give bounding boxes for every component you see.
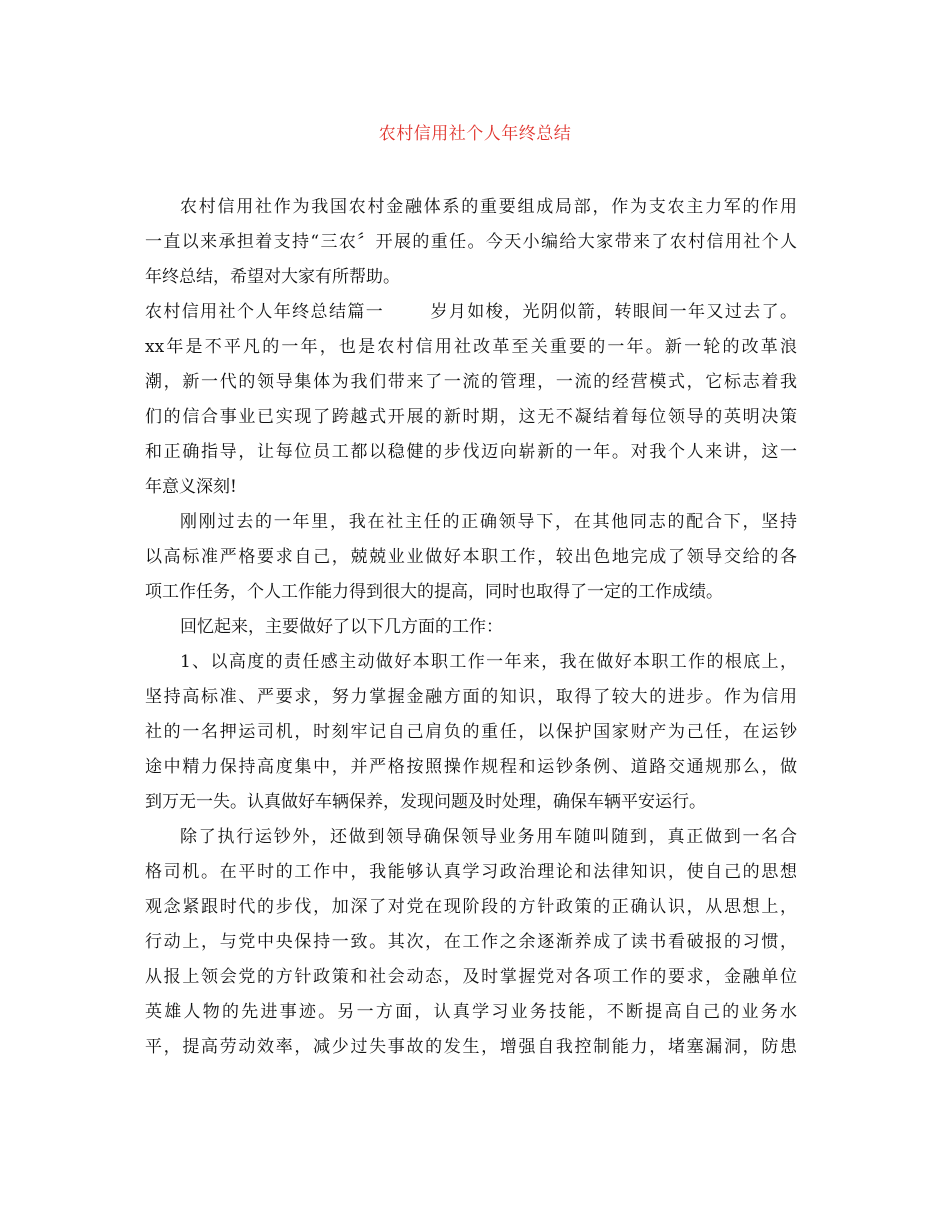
paragraph-line: xx年是不平凡的一年，也是农村信用社改革至关重要的一年。新一轮的改革浪 [145, 337, 797, 357]
section-heading-line [145, 295, 797, 330]
paragraph-line: 农村信用社作为我国农村金融体系的重要组成局部，作为支农主力军的作用 [180, 197, 797, 217]
paragraph-line: 们的信合事业已实现了跨越式开展的新时期，这无不凝结着每位领导的英明决策 [145, 407, 797, 427]
paragraph-line: 途中精力保持高度集中，并严格按照操作规程和运钞条例、道路交通规那么，做 [145, 757, 797, 777]
paragraph-line: 年终总结，希望对大家有所帮助。 [145, 267, 400, 287]
paragraph-line: 平，提高劳动效率，减少过失事故的发生，增强自我控制能力，堵塞漏洞，防患 [145, 1037, 797, 1057]
paragraph-text: 岁月如梭，光阴似箭，转眼间一年又过去了。 [429, 302, 798, 322]
paragraph-line: 格司机。在平时的工作中，我能够认真学习政治理论和法律知识，使自己的思想 [145, 862, 797, 882]
paragraph-line: 英雄人物的先进事迹。另一方面，认真学习业务技能，不断提高自己的业务水 [145, 1002, 797, 1022]
paragraph-line: 到万无一失。认真做好车辆保养，发现问题及时处理，确保车辆平安运行。 [145, 792, 706, 812]
paragraph-line: 回忆起来，主要做好了以下几方面的工作： [180, 617, 503, 637]
paragraph-line: 年意义深刻! [145, 477, 237, 497]
paragraph-line: 观念紧跟时代的步伐，加深了对党在现阶段的方针政策的正确认识，从思想上， [145, 897, 797, 917]
paragraph-line: 以高标准严格要求自己，兢兢业业做好本职工作，较出色地完成了领导交给的各 [145, 547, 797, 567]
paragraph-line: 除了执行运钞外，还做到领导确保领导业务用车随叫随到，真正做到一名合 [180, 827, 797, 847]
paragraph-line: 一直以来承担着支持“三农〞开展的重任。今天小编给大家带来了农村信用社个人 [145, 232, 797, 252]
paragraph-line: 1、以高度的责任感主动做好本职工作一年来，我在做好本职工作的根底上， [180, 652, 797, 672]
paragraph-line: 行动上，与党中央保持一致。其次，在工作之余逐渐养成了读书看破报的习惯， [145, 932, 797, 952]
paragraph-line: 潮，新一代的领导集体为我们带来了一流的管理，一流的经营模式，它标志着我 [145, 372, 797, 392]
document-body [145, 190, 797, 1065]
paragraph-line: 社的一名押运司机，时刻牢记自己肩负的重任，以保护国家财产为己任，在运钞 [145, 722, 797, 742]
paragraph-line: 坚持高标准、严要求，努力掌握金融方面的知识，取得了较大的进步。作为信用 [145, 687, 797, 707]
paragraph-line: 刚刚过去的一年里，我在社主任的正确领导下，在其他同志的配合下，坚持 [180, 512, 797, 532]
paragraph-line: 从报上领会党的方针政策和社会动态，及时掌握党对各项工作的要求，金融单位 [145, 967, 797, 987]
paragraph-line: 项工作任务，个人工作能力得到很大的提高，同时也取得了一定的工作成绩。 [145, 582, 723, 602]
paragraph-line: 和正确指导，让每位员工都以稳健的步伐迈向崭新的一年。对我个人来讲，这一 [145, 442, 797, 462]
document-title: 农村信用社个人年终总结 [378, 124, 572, 144]
section-heading: 农村信用社个人年终总结篇一 [145, 302, 385, 322]
